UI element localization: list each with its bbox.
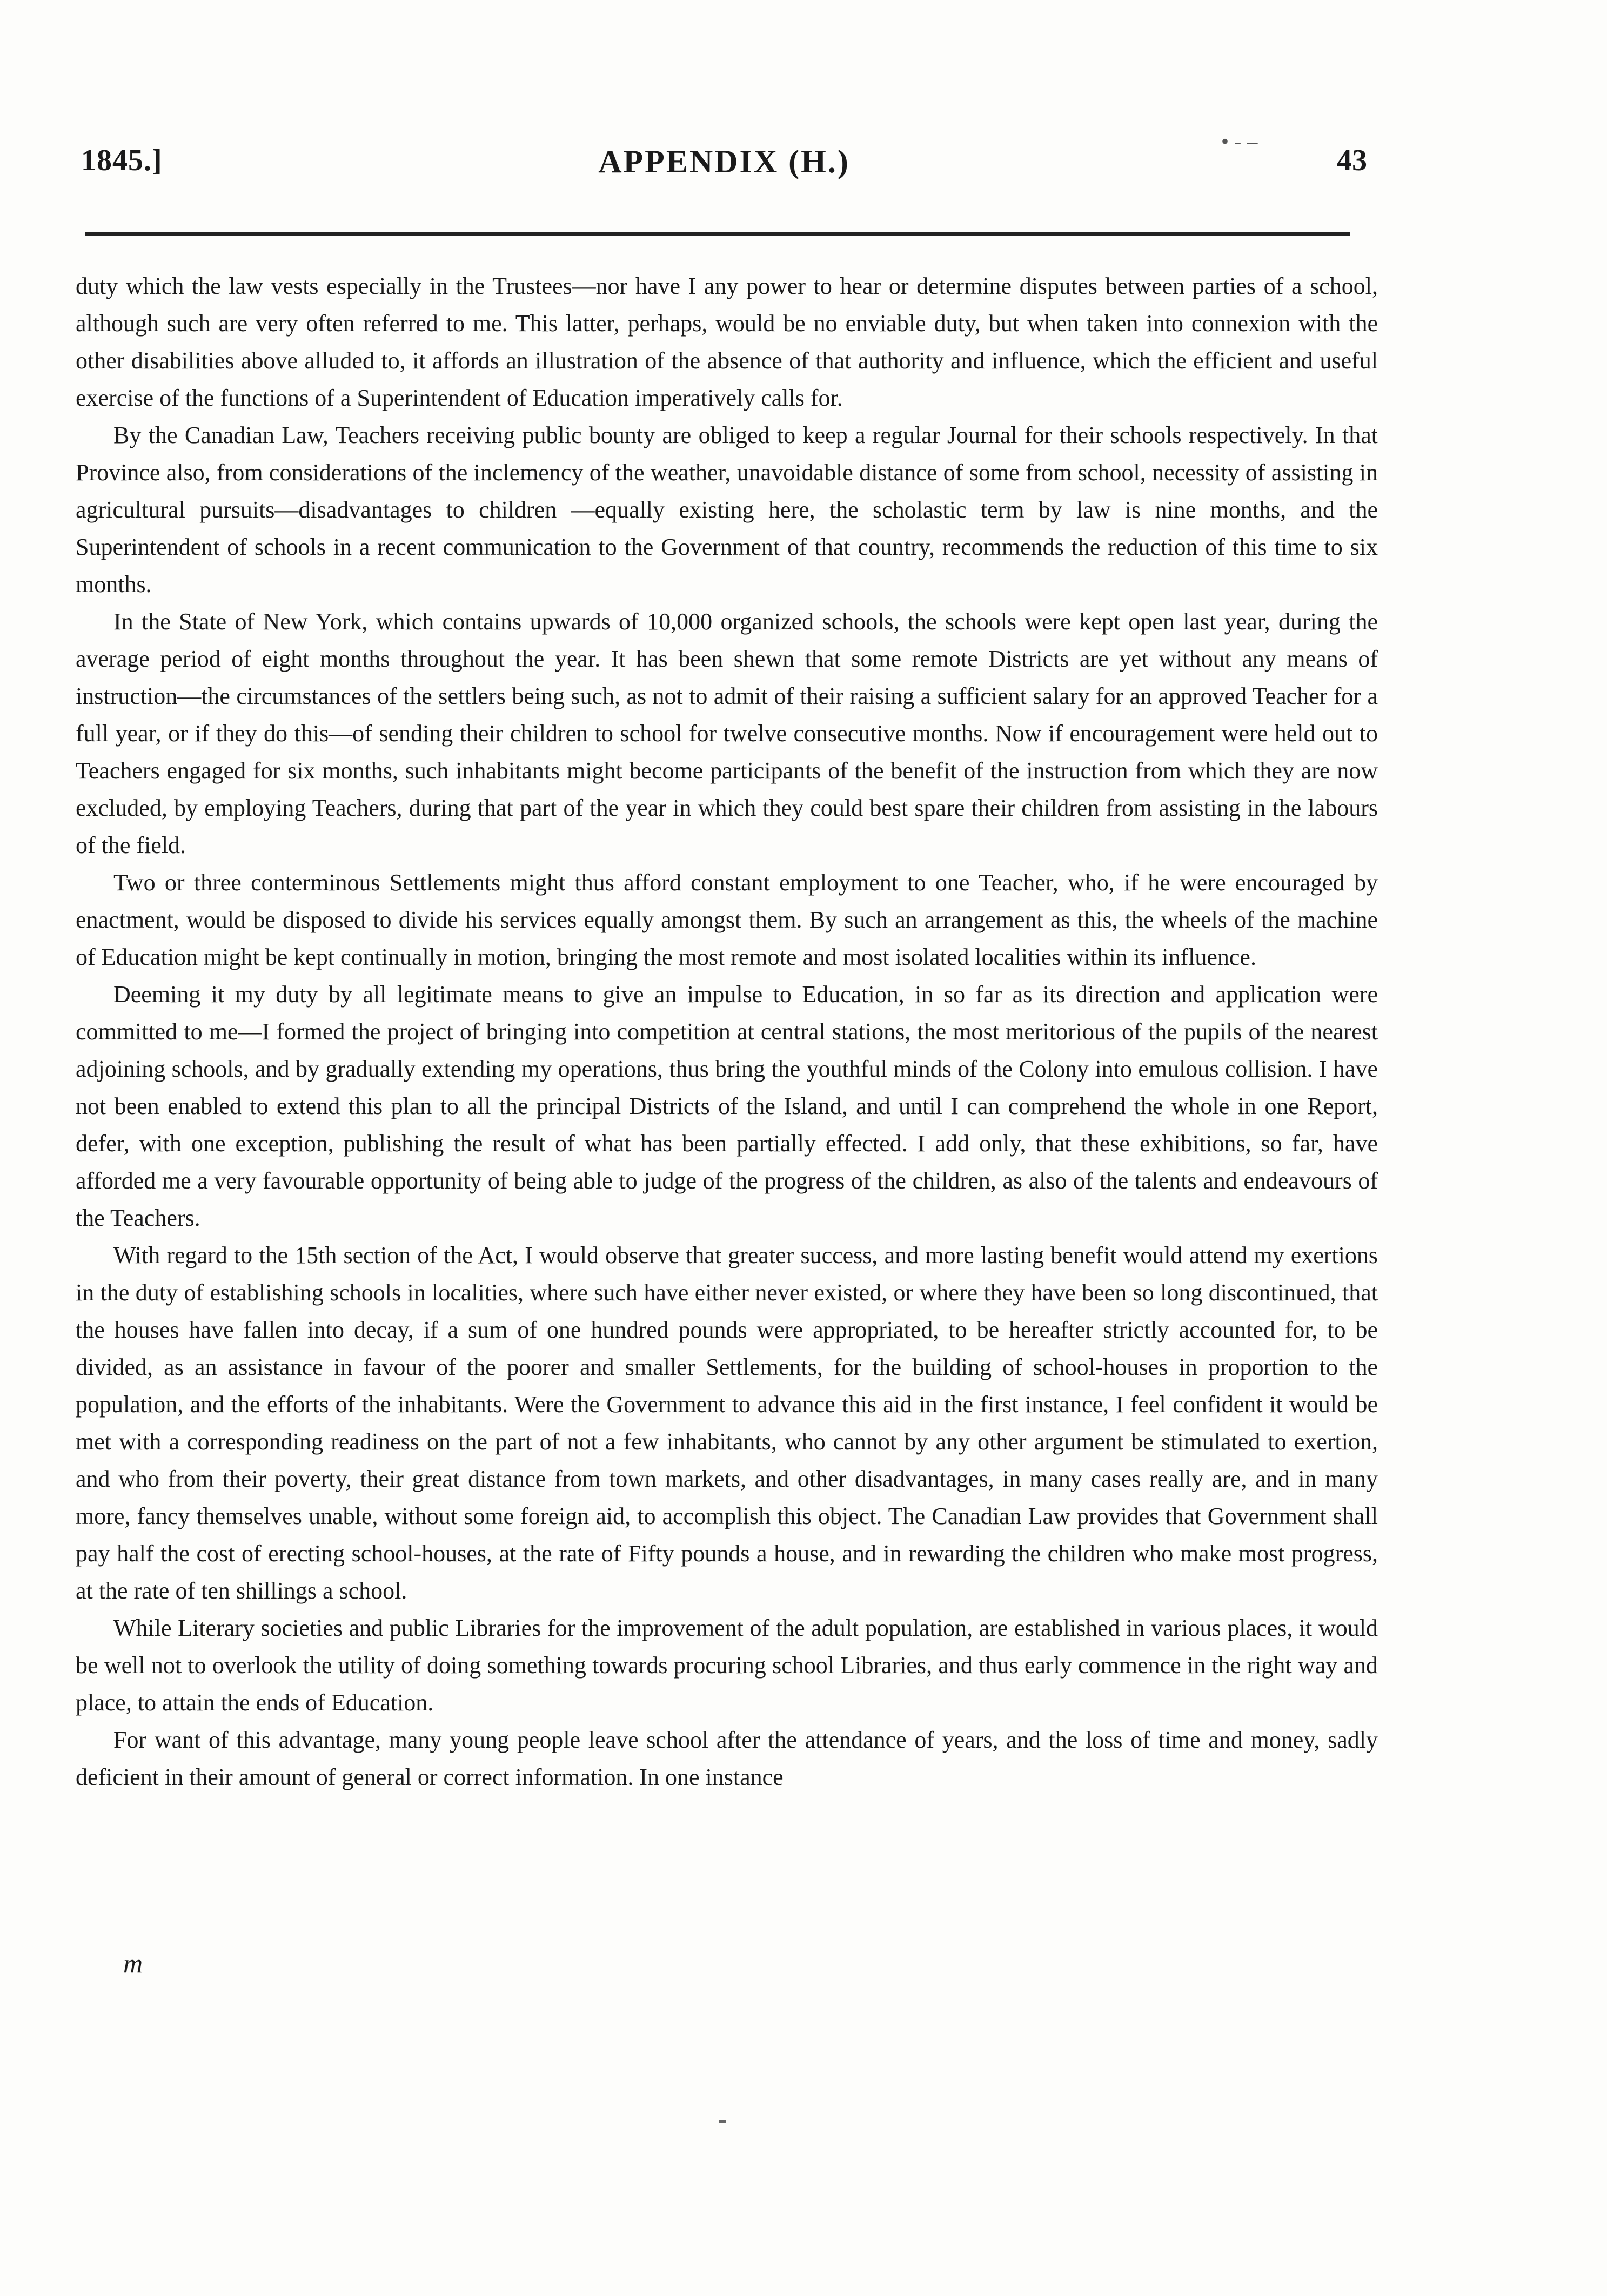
paragraph-4: Two or three conterminous Settlements might thus afford constant employment to one Teacher, who, if he were encouraged by enactment, would be disposed to divide his services equally amongst them. By such an arrangement as this, the wheels of the machine of Education might be kept continually in motion, bringing the most remote and most isolated localities within its influence.	[76, 869, 1378, 970]
header-rule	[85, 232, 1350, 236]
paragraph-3: In the State of New York, which contains upwards of 10,000 organized schools, the schools were kept open last year, during the average period of eight months throughout the year. It has been shewn that some remote Districts are yet without any means of instruction—the circumstances of the settlers being such, as not to admit of their raising a sufficient salary for an approved Teacher for a full year, or if they do this—of sending their children to school for twelve consecutive months. Now if encouragement were held out to Teachers engaged for six months, such inhabitants might become participants of the benefit of the instruction from which they are now excluded, by employing Teachers, during that part of the year in which they could best spare their children from assisting in the labours of the field.	[76, 608, 1378, 858]
body-text	[76, 267, 1378, 1796]
page-number: 43	[1337, 144, 1367, 177]
header-year: 1845.]	[81, 144, 163, 177]
page-header	[81, 143, 1367, 197]
paragraph-5: Deeming it my duty by all legitimate means to give an impulse to Education, in so far as its direction and application were committed to me—I formed the project of bringing into competition at central stations, the most meritorious of the pupils of the nearest adjoining schools, and by gradually extending my operations, thus bring the youthful minds of the Colony into emulous collision. I have not been enabled to extend this plan to all the principal Districts of the Island, and until I can comprehend the whole in one Report, defer, with one exception, publishing the result of what has been partially effected. I add only, that these exhibitions, so far, have afforded me a very favourable opportunity of being able to judge of the progress of the children, as also of the talents and endeavours of the Teachers.	[76, 981, 1378, 1231]
paragraph-6: With regard to the 15th section of the Act, I would observe that greater success, and more lasting benefit would attend my exertions in the duty of establishing schools in localities, where such have either never existed, or where they have been so long discontinued, that the houses have fallen into decay, if a sum of one hundred pounds were appropriated, to be hereafter strictly accounted for, to be divided, as an assistance in favour of the poorer and smaller Settlements, for the building of school-houses in proportion to the population, and the efforts of the inhabitants. Were the Government to advance this aid in the first instance, I feel confident it would be met with a corresponding readiness on the part of not a few inhabitants, who cannot by any other argument be stimulated to exertion, and who from their poverty, their great distance from town markets, and other disadvantages, in many cases really are, and in many more, fancy themselves unable, without some foreign aid, to accomplish this object. The Canadian Law provides that Government shall pay half the cost of erecting school-houses, at the rate of Fifty pounds a house, and in rewarding the children who make most progress, at the rate of ten shillings a school.	[76, 1242, 1378, 1604]
paragraph-1: duty which the law vests especially in the Trustees—nor have I any power to hear or determine disputes between parties of a school, although such are very often referred to me. This latter, perhaps, would be no enviable duty, but when taken into connexion with the other disabilities above alluded to, it affords an illustration of the absence of that authority and influence, which the efficient and useful exercise of the functions of a Superintendent of Education imperatively calls for.	[76, 273, 1378, 411]
header-title: APPENDIX (H.)	[598, 144, 850, 179]
stray-mark	[719, 2120, 726, 2123]
paragraph-2: By the Canadian Law, Teachers receiving public bounty are obliged to keep a regular Journal for their schools respectively. In that Province also, from considerations of the inclemency of the weather, unavoidable distance of some from school, necessity of assisting in agricultural pursuits—disadvantages to children —equally existing here, the scholastic term by law is nine months, and the Superintendent of schools in a recent communication to the Government of that country, recommends the reduction of this time to six months.	[76, 422, 1378, 598]
header-marks: • - –	[1221, 129, 1258, 153]
paragraph-8: For want of this advantage, many young people leave school after the attendance of years, and the loss of time and money, sadly deficient in their amount of general or correct information. In one instance	[76, 1727, 1378, 1790]
signature-mark: m	[123, 1948, 143, 1978]
paragraph-7: While Literary societies and public Libraries for the improvement of the adult population, are established in various places, it would be well not to overlook the utility of doing something towards procuring school Libraries, and thus early commence in the right way and place, to attain the ends of Education.	[76, 1615, 1378, 1716]
